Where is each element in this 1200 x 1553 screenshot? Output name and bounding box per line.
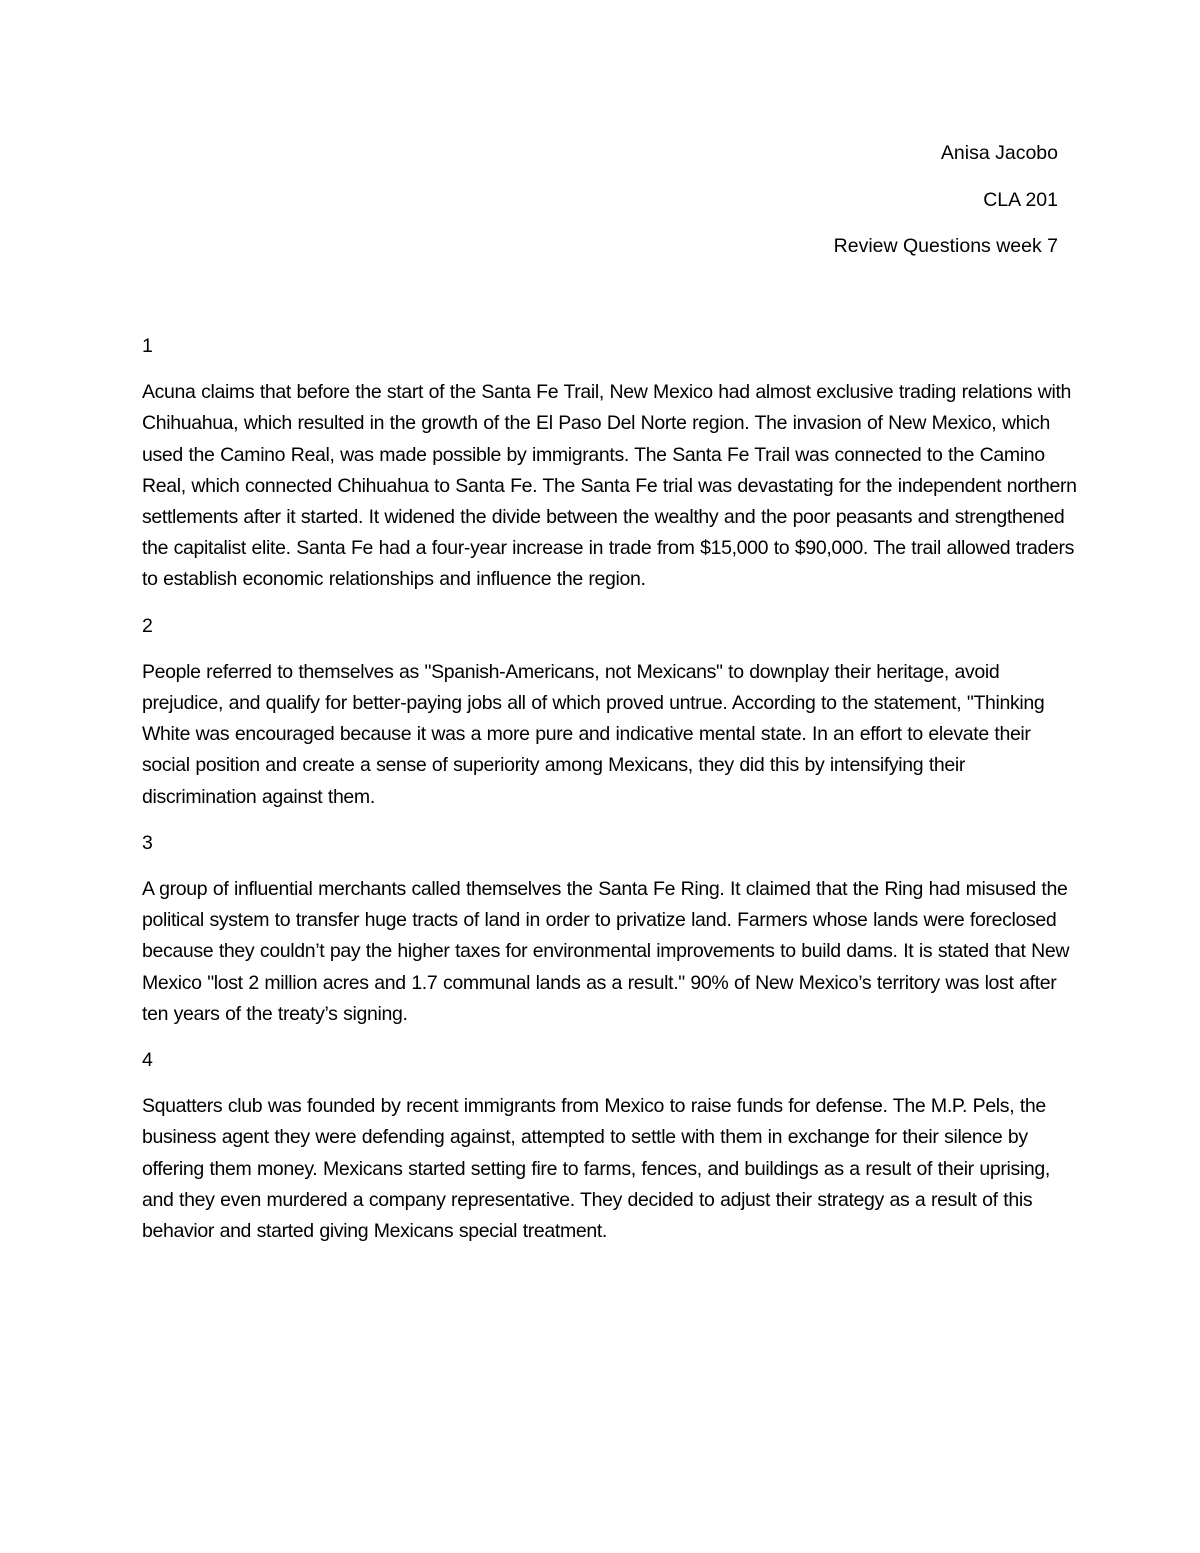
author-name: Anisa Jacobo [940,142,1058,164]
answer-paragraph: Acuna claims that before the start of the Santa Fe Trail, New Mexico had almost exclusive trading relations with Chihuahua, which resulted in the growth of the El Paso Del Norte region. The invasion of New Mexico, which used the Camino Real, was made possible by immigrants. The Santa Fe Trail was connected to the Camino Real, which connected Chihuahua to Santa Fe. The Santa Fe trial was devastating for the independent northern settlements after it started. It widened the divide between the wealthy and the poor peasants and strengthened the capitalist elite. Santa Fe had a four-year increase in trade from $15,000 to $90,000. The trail allowed traders to establish economic relationships and influence the region. [142,381,1077,591]
answer-paragraph: People referred to themselves as "Spanish-Americans, not Mexicans" to downplay their heritage, avoid prejudice, and qualify for better-paying jobs all of which proved untrue. According to the statement, "Thinking White was encouraged because it was a more pure and indicative mental state. In an effort to elevate their social position and create a sense of superiority among Mexicans, they did this by intensifying their discrimination against them. [142,660,1045,808]
answer-paragraph: Squatters club was founded by recent immigrants from Mexico to raise funds for defense. The M.P. Pels, the business agent they were defending against, attempted to settle with them in exchange for their silence by offering them money. Mexicans started setting fire to farms, fences, and buildings as a result of their uprising, and they even murdered a company representative. They decided to adjust their strategy as a result of this behavior and started giving Mexicans special treatment. [142,1095,1050,1243]
document-header [834,142,1058,282]
question-number: 3 [142,831,153,854]
course-code: CLA 201 [983,188,1058,211]
question-number: 2 [142,614,153,637]
assignment-title: Review Questions week 7 [833,235,1058,257]
question-number: 4 [142,1049,153,1072]
question-number: 1 [142,335,153,357]
document-body [142,331,1082,1262]
answer-paragraph: A group of influential merchants called themselves the Santa Fe Ring. It claimed that the Ring had misused the political system to transfer huge tracts of land in order to privatize land. Farmers whose lands were foreclosed because they couldn’t pay the higher taxes for environmental improvements to build dams. It is stated that New Mexico "lost 2 million acres and 1.7 communal lands as a result." 90% of New Mexico’s territory was lost after ten years of the treaty’s signing. [142,878,1070,1025]
